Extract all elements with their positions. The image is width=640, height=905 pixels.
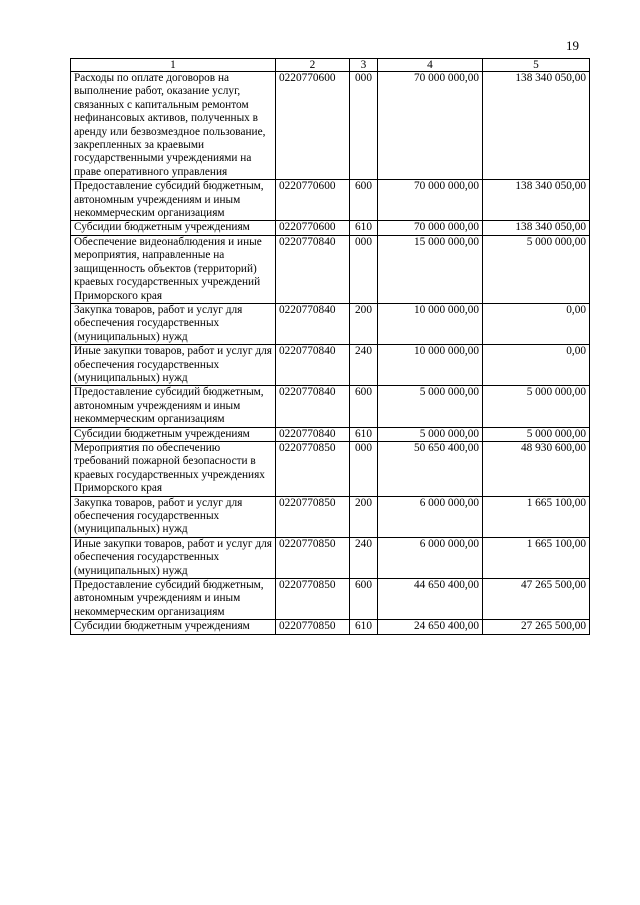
row-amount-4: 50 650 400,00	[378, 441, 483, 496]
row-type: 000	[350, 235, 378, 303]
column-header-5: 5	[483, 59, 590, 72]
table-row	[71, 441, 590, 496]
column-header-2: 2	[276, 59, 350, 72]
row-type: 610	[350, 221, 378, 235]
row-type: 000	[350, 441, 378, 496]
row-amount-5: 5 000 000,00	[483, 427, 590, 441]
row-name: Закупка товаров, работ и услуг для обеспечения государственных (муниципальных) нужд	[71, 496, 276, 537]
row-name: Закупка товаров, работ и услуг для обеспечения государственных (муниципальных) нужд	[71, 303, 276, 344]
row-amount-5: 0,00	[483, 303, 590, 344]
row-amount-4: 5 000 000,00	[378, 386, 483, 427]
row-code: 0220770600	[276, 221, 350, 235]
row-type: 000	[350, 72, 378, 180]
row-type: 610	[350, 620, 378, 634]
row-code: 0220770850	[276, 441, 350, 496]
row-amount-5: 138 340 050,00	[483, 72, 590, 180]
row-name: Субсидии бюджетным учреждениям	[71, 620, 276, 634]
row-code: 0220770840	[276, 427, 350, 441]
row-name: Субсидии бюджетным учреждениям	[71, 221, 276, 235]
row-code: 0220770840	[276, 345, 350, 386]
row-type: 600	[350, 386, 378, 427]
row-type: 240	[350, 345, 378, 386]
row-amount-5: 5 000 000,00	[483, 386, 590, 427]
row-name: Обеспечение видеонаблюдения и иные мероприятия, направленные на защищенность объектов (территорий) краевых государственных учреждений Приморского края	[71, 235, 276, 303]
row-amount-4: 70 000 000,00	[378, 180, 483, 221]
table-row	[71, 221, 590, 235]
table-row	[71, 386, 590, 427]
table-row	[71, 303, 590, 344]
table-row	[71, 496, 590, 537]
row-type: 610	[350, 427, 378, 441]
row-amount-5: 138 340 050,00	[483, 180, 590, 221]
row-code: 0220770840	[276, 303, 350, 344]
table-body	[71, 72, 590, 635]
row-type: 200	[350, 496, 378, 537]
row-amount-5: 138 340 050,00	[483, 221, 590, 235]
row-code: 0220770850	[276, 537, 350, 578]
row-code: 0220770600	[276, 180, 350, 221]
row-amount-4: 5 000 000,00	[378, 427, 483, 441]
table-row	[71, 345, 590, 386]
row-name: Субсидии бюджетным учреждениям	[71, 427, 276, 441]
column-header-1: 1	[71, 59, 276, 72]
page-number: 19	[566, 38, 579, 53]
table-row	[71, 235, 590, 303]
table-row	[71, 72, 590, 180]
row-name: Предоставление субсидий бюджетным, автономным учреждениям и иным некоммерческим организациям	[71, 180, 276, 221]
row-code: 0220770850	[276, 496, 350, 537]
row-code: 0220770600	[276, 72, 350, 180]
row-name: Иные закупки товаров, работ и услуг для обеспечения государственных (муниципальных) нужд	[71, 537, 276, 578]
row-code: 0220770840	[276, 235, 350, 303]
row-type: 240	[350, 537, 378, 578]
row-code: 0220770850	[276, 620, 350, 634]
row-amount-5: 0,00	[483, 345, 590, 386]
row-name: Мероприятия по обеспечению требований пожарной безопасности в краевых государственных учреждениях Приморского края	[71, 441, 276, 496]
row-amount-5: 1 665 100,00	[483, 537, 590, 578]
row-code: 0220770840	[276, 386, 350, 427]
row-amount-4: 6 000 000,00	[378, 537, 483, 578]
table-row	[71, 427, 590, 441]
row-amount-5: 27 265 500,00	[483, 620, 590, 634]
budget-table	[70, 58, 590, 635]
row-amount-4: 10 000 000,00	[378, 303, 483, 344]
table-row	[71, 180, 590, 221]
row-amount-4: 15 000 000,00	[378, 235, 483, 303]
row-amount-5: 5 000 000,00	[483, 235, 590, 303]
row-amount-5: 1 665 100,00	[483, 496, 590, 537]
column-header-4: 4	[378, 59, 483, 72]
table-row	[71, 579, 590, 620]
row-amount-5: 47 265 500,00	[483, 579, 590, 620]
row-name: Расходы по оплате договоров на выполнение работ, оказание услуг, связанных с капитальным ремонтом нефинансовых активов, полученных в аренду или безвозмездное пользование, закрепленных за краевыми государственными учреждениями на праве оперативного управления	[71, 72, 276, 180]
row-amount-4: 44 650 400,00	[378, 579, 483, 620]
row-amount-4: 10 000 000,00	[378, 345, 483, 386]
row-amount-4: 70 000 000,00	[378, 72, 483, 180]
table-row	[71, 537, 590, 578]
row-type: 600	[350, 180, 378, 221]
row-name: Предоставление субсидий бюджетным, автономным учреждениям и иным некоммерческим организациям	[71, 386, 276, 427]
row-code: 0220770850	[276, 579, 350, 620]
row-amount-5: 48 930 600,00	[483, 441, 590, 496]
row-type: 600	[350, 579, 378, 620]
table-row	[71, 620, 590, 634]
row-name: Иные закупки товаров, работ и услуг для обеспечения государственных (муниципальных) нужд	[71, 345, 276, 386]
row-amount-4: 70 000 000,00	[378, 221, 483, 235]
row-amount-4: 24 650 400,00	[378, 620, 483, 634]
row-type: 200	[350, 303, 378, 344]
row-name: Предоставление субсидий бюджетным, автономным учреждениям и иным некоммерческим организациям	[71, 579, 276, 620]
table-header-row	[71, 59, 590, 72]
row-amount-4: 6 000 000,00	[378, 496, 483, 537]
column-header-3: 3	[350, 59, 378, 72]
